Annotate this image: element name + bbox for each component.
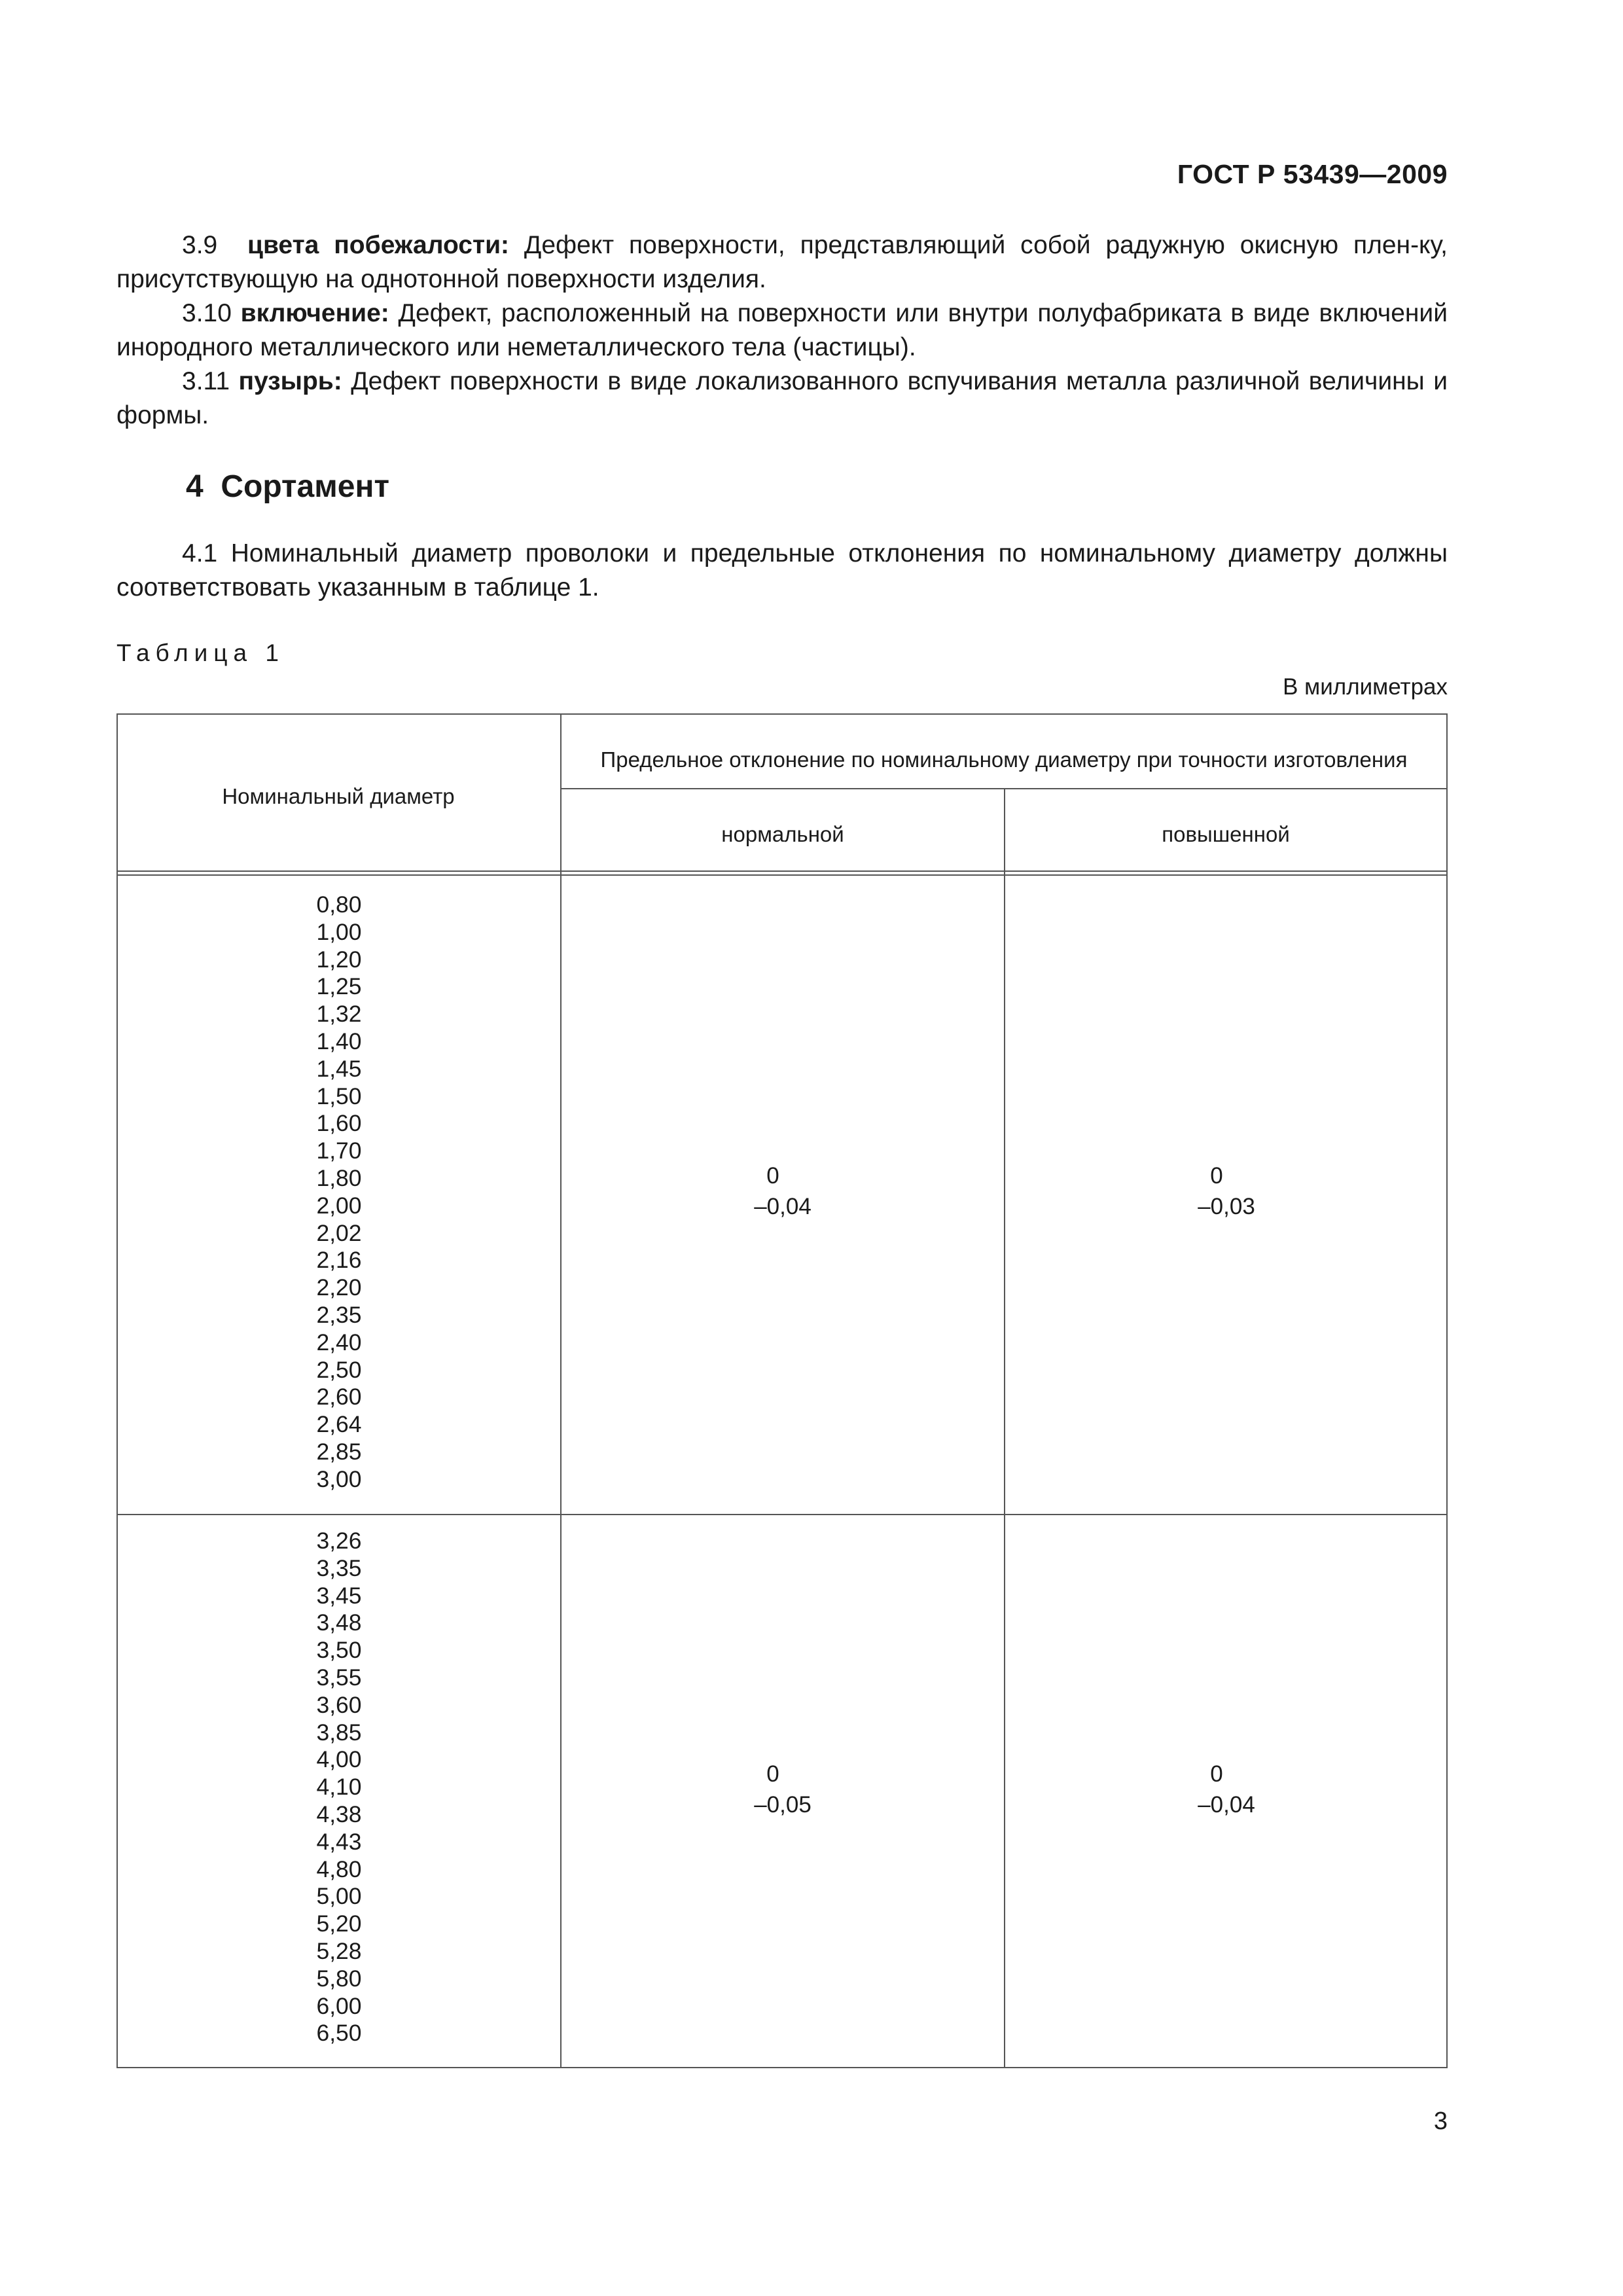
deviation-normal (562, 1759, 1004, 1820)
deviation-upper: 0 (1210, 1761, 1223, 1787)
diameter-value: 4,43 (316, 1828, 362, 1855)
definition-text: Дефект поверхности, представляющий собой радужную окисную плен-ку, присутствующую на однотонной поверхности изделия. (116, 231, 1448, 293)
definition-number: 3.10 (182, 299, 232, 327)
diameter-value: 2,50 (316, 1356, 362, 1383)
diameter-value: 3,50 (316, 1637, 362, 1664)
deviation-lower: –0,03 (1198, 1194, 1255, 1219)
table-border-top (116, 713, 1448, 715)
table-border-bottom (116, 2067, 1448, 2068)
diameter-value: 0,80 (316, 891, 362, 918)
clause-number: 4.1 (182, 539, 218, 567)
diameter-value: 3,00 (316, 1465, 362, 1492)
deviation-increased (1005, 1759, 1448, 1820)
diameter-value: 5,80 (316, 1965, 362, 1992)
diameter-value: 1,50 (316, 1083, 362, 1109)
diameter-value: 3,55 (316, 1664, 362, 1691)
definition-text: Дефект поверхности в виде локализованного вспучивания металла различной величины и формы. (116, 367, 1448, 429)
diameter-value: 3,60 (316, 1691, 362, 1718)
diameter-list (116, 891, 562, 1494)
table-border-right (1446, 713, 1448, 2068)
definition-term: включение: (240, 299, 389, 327)
diameter-value: 3,45 (316, 1582, 362, 1609)
diameter-value: 6,50 (316, 2020, 362, 2047)
diameter-value: 4,10 (316, 1774, 362, 1801)
diameter-value: 2,85 (316, 1438, 362, 1465)
clause-text: Номинальный диаметр проволоки и предельные отклонения по номинальному диаметру должны соответствовать указанным в таблице 1. (116, 539, 1448, 601)
definition-term: цвета побежалости: (247, 231, 510, 259)
definition-3-10 (116, 296, 1448, 365)
table-header-divider (560, 788, 1448, 789)
deviation-lower: –0,04 (1198, 1792, 1255, 1818)
deviation-upper: 0 (766, 1761, 779, 1787)
table-header-rule (116, 874, 1448, 876)
page-number: 3 (1433, 2108, 1448, 2135)
diameter-value: 1,32 (316, 1001, 362, 1028)
diameter-value: 3,48 (316, 1609, 362, 1636)
definition-text: Дефект, расположенный на поверхности или внутри полуфабриката в виде включений инородного металлического или неметаллического тела (частицы). (116, 299, 1448, 361)
diameter-value: 2,16 (316, 1247, 362, 1274)
diameter-value: 2,35 (316, 1301, 362, 1328)
table-header-rule (116, 870, 1448, 872)
deviation-lower: –0,04 (754, 1194, 812, 1219)
table-units: В миллиметрах (1283, 674, 1448, 700)
definition-3-9 (116, 228, 1448, 296)
document-code: ГОСТ Р 53439—2009 (1177, 159, 1448, 189)
diameter-value: 3,85 (316, 1719, 362, 1746)
diameter-value: 6,00 (316, 1992, 362, 2019)
diameter-value: 5,00 (316, 1883, 362, 1910)
deviation-upper: 0 (766, 1163, 779, 1189)
header-nominal-diameter: Номинальный диаметр (222, 784, 455, 808)
diameter-value: 3,35 (316, 1554, 362, 1581)
header-increased: повышенной (1162, 822, 1290, 846)
section-heading (186, 469, 389, 505)
deviation-upper: 0 (1210, 1163, 1223, 1189)
diameter-value: 2,02 (316, 1219, 362, 1246)
definition-3-11 (116, 365, 1448, 433)
diameter-value: 5,28 (316, 1937, 362, 1964)
deviation-increased (1005, 1160, 1448, 1222)
diameter-value: 1,70 (316, 1138, 362, 1164)
table-row-divider (116, 1514, 1448, 1515)
diameter-value: 4,00 (316, 1746, 362, 1773)
diameter-value: 1,00 (316, 918, 362, 945)
diameter-value: 1,80 (316, 1164, 362, 1191)
clause-4-1 (116, 537, 1448, 605)
diameter-value: 2,64 (316, 1411, 362, 1438)
header-deviation-group: Предельное отклонение по номинальному диаметру при точности изготовления (600, 747, 1408, 772)
table-column-divider (1004, 788, 1005, 2068)
diameter-value: 1,20 (316, 946, 362, 973)
table-1 (116, 713, 1448, 2068)
definition-number: 3.11 (182, 367, 230, 395)
section-title: Сортамент (221, 469, 389, 504)
diameter-list (116, 1528, 562, 2047)
deviation-lower: –0,05 (754, 1792, 812, 1818)
diameter-value: 2,60 (316, 1384, 362, 1410)
diameter-value: 3,26 (316, 1528, 362, 1554)
deviation-normal (562, 1160, 1004, 1222)
definition-number: 3.9 (182, 231, 218, 259)
diameter-value: 2,00 (316, 1192, 362, 1219)
diameter-value: 1,60 (316, 1110, 362, 1137)
diameter-value: 1,40 (316, 1028, 362, 1054)
definition-term: пузырь: (238, 367, 342, 395)
diameter-value: 2,20 (316, 1274, 362, 1301)
diameter-value: 4,80 (316, 1856, 362, 1882)
diameter-value: 2,40 (316, 1329, 362, 1355)
diameter-value: 1,25 (316, 973, 362, 1000)
header-normal: нормальной (721, 822, 844, 846)
section-number: 4 (186, 469, 204, 504)
diameter-value: 1,45 (316, 1055, 362, 1082)
diameter-value: 5,20 (316, 1910, 362, 1937)
table-caption: Таблица 1 (116, 639, 285, 666)
diameter-value: 4,38 (316, 1801, 362, 1827)
